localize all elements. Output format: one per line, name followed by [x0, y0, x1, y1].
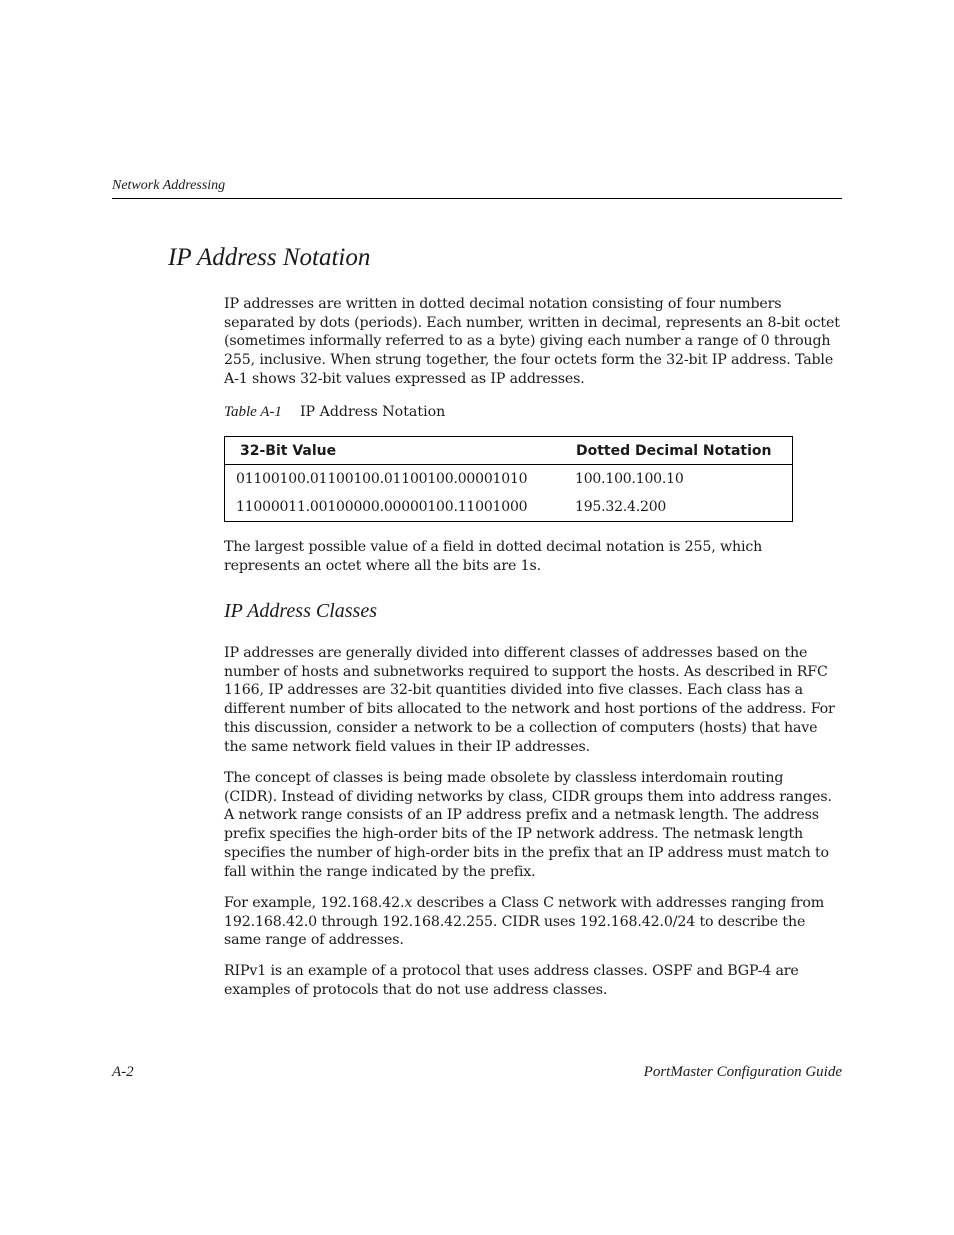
classes-paragraph-3-post: describes a Class C network with addresses ranging from 192.168.42.0 through 192.168.42.255. CIDR uses 192.168.42.0/24 to describe the same range of addresses. — [224, 895, 825, 949]
classes-paragraph-2: The concept of classes is being made obsolete by classless interdomain routing (CIDR). Instead of dividing networks by class, CIDR groups them into address ranges. A network range consists of an IP address prefix and a netmask length. The address prefix specifies the high-order bits of the IP network address. The netmask length specifies the number of high-order bits in the prefix that an IP address must match to fall within the range indicated by the prefix. — [224, 770, 832, 880]
table-header-rule — [225, 464, 792, 465]
section-title: IP Address Notation — [168, 244, 371, 271]
ip-notation-table — [224, 436, 793, 522]
header-rule — [112, 198, 842, 199]
table-caption-number: Table A-1 — [224, 404, 282, 420]
table-caption-title: IP Address Notation — [299, 404, 446, 420]
table-header-bit-value: 32-Bit Value — [240, 443, 337, 459]
table-cell: 01100100.01100100.01100100.00001010 — [236, 471, 528, 487]
classes-paragraph-1: IP addresses are generally divided into different classes of addresses based on the number of hosts and subnetworks required to support the hosts. As described in RFC 1166, IP addresses are 32-bit quantities divided into five classes. Each class has a different number of bits allocated to the network and host portions of the address. For this discussion, consider a network to be a collection of computers (hosts) that have the same network field values in their IP addresses. — [224, 645, 835, 755]
book-title: PortMaster Configuration Guide — [643, 1064, 842, 1080]
intro-paragraph: IP addresses are written in dotted decimal notation consisting of four numbers separated by dots (periods). Each number, written in decimal, represents an 8-bit octet (sometimes informally referred to as a byte) giving each number a range of 0 through 255, inclusive. When strung together, the four octets form the 32-bit IP address. Table A-1 shows 32-bit values expressed as IP addresses. — [224, 296, 840, 387]
classes-paragraph-3-pre: For example, 192.168.42. — [224, 895, 405, 911]
table-header-dotted-decimal: Dotted Decimal Notation — [576, 443, 772, 459]
classes-paragraph-3 — [224, 894, 840, 950]
page-number: A-2 — [112, 1064, 134, 1080]
subsection-title: IP Address Classes — [224, 600, 377, 622]
table-cell: 11000011.00100000.00000100.11001000 — [236, 499, 528, 515]
table-cell: 100.100.100.10 — [575, 471, 684, 487]
after-table-paragraph: The largest possible value of a field in dotted decimal notation is 255, which represents an octet where all the bits are 1s. — [224, 539, 763, 574]
table-caption — [224, 404, 445, 421]
running-head: Network Addressing — [112, 178, 226, 193]
classes-paragraph-4: RIPv1 is an example of a protocol that uses address classes. OSPF and BGP-4 are examples of protocols that do not use address classes. — [224, 963, 799, 998]
table-cell: 195.32.4.200 — [575, 499, 667, 515]
classes-paragraph-3-var: x — [404, 895, 413, 911]
